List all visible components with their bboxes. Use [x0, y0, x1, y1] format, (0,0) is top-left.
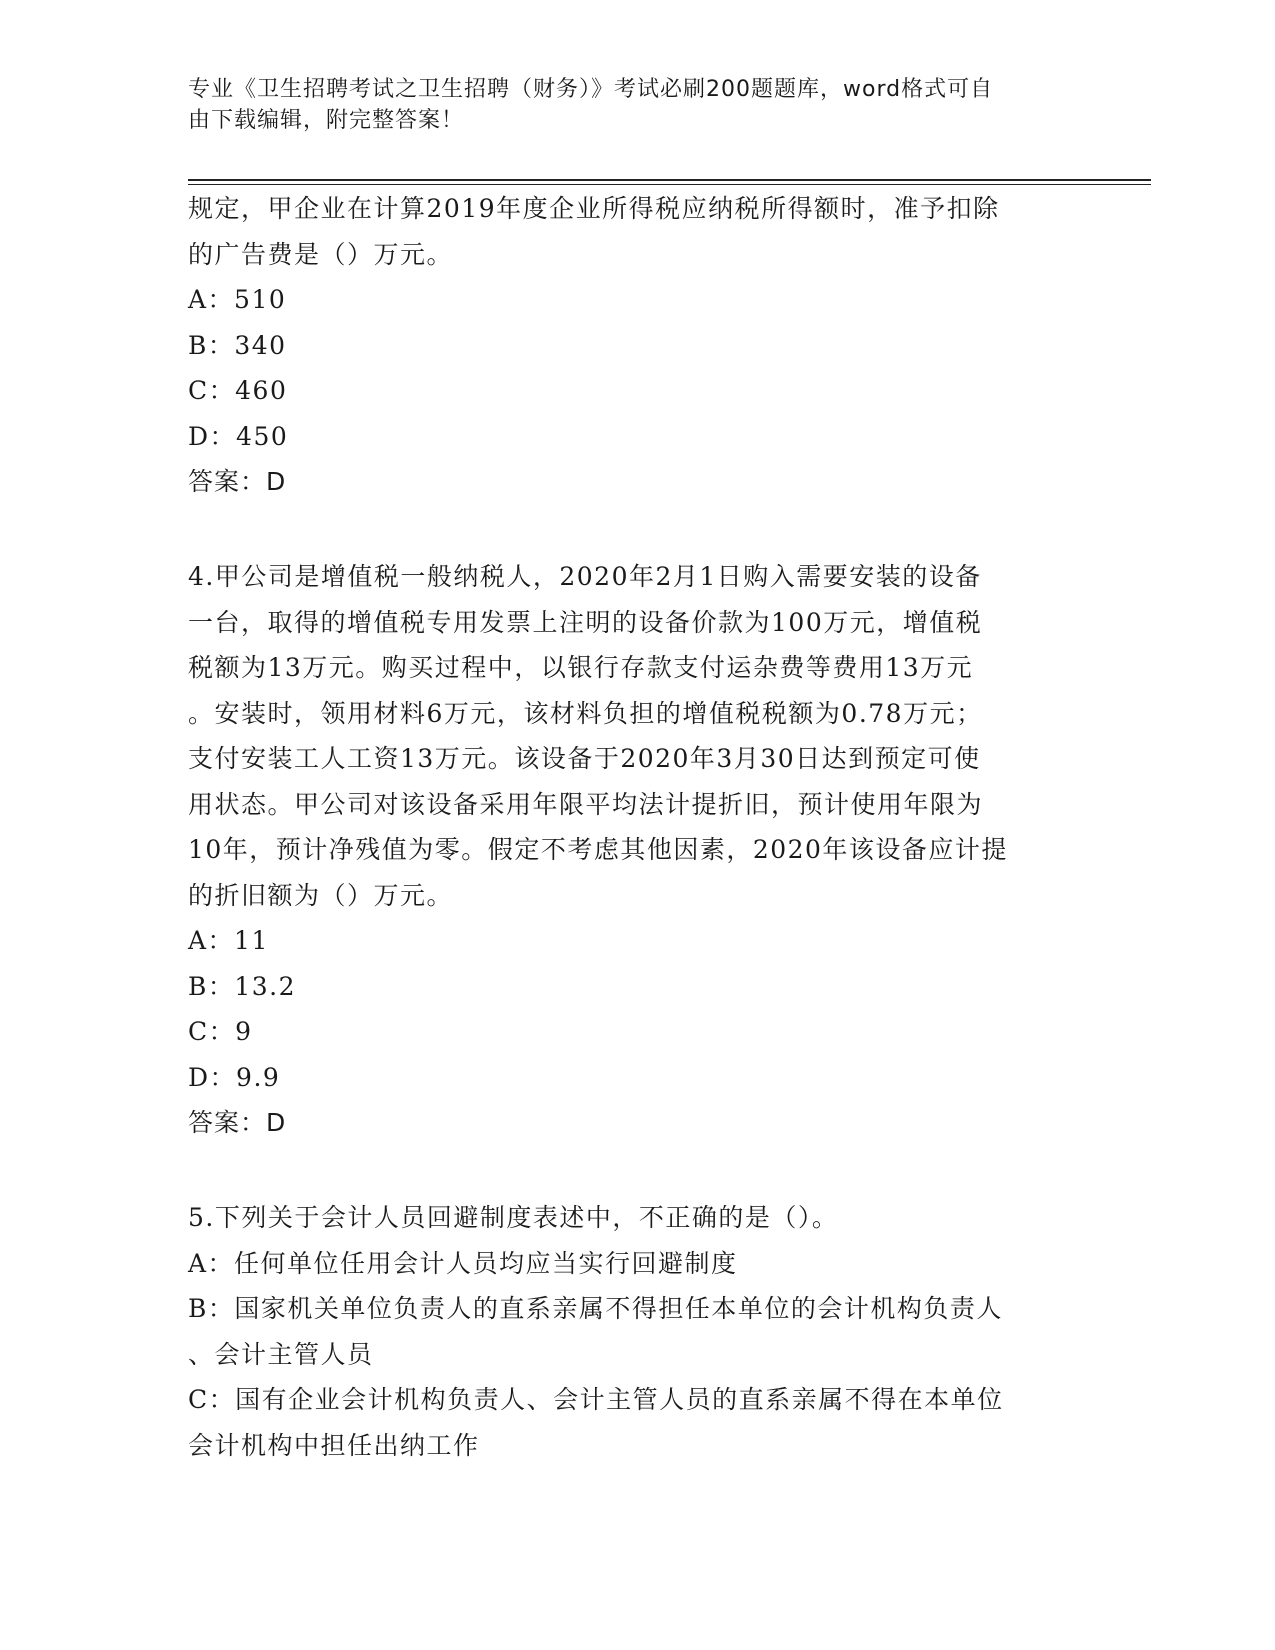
question-text: 规定，甲企业在计算2019年度企业所得税应纳税所得额时，准予扣除: [188, 194, 1000, 223]
option-d: D：9.9: [188, 1062, 281, 1092]
question-5: [188, 1195, 1088, 1468]
option-b: B：13.2: [188, 971, 297, 1001]
question-text: 的广告费是（）万元。: [188, 239, 454, 269]
header-line: 专业《卫生招聘考试之卫生招聘（财务）》考试必刷200题题库，word格式可自: [188, 77, 994, 102]
header-divider: [188, 179, 1151, 181]
question-text: 10年，预计净残值为零。假定不考虑其他因素，2020年该设备应计提: [188, 835, 1008, 864]
header-line: 由下载编辑，附完整答案！: [188, 108, 465, 133]
option-c: C：9: [188, 1017, 253, 1046]
option-c-continued: 会计机构中担任出纳工作: [188, 1430, 480, 1460]
question-text: 用状态。甲公司对该设备采用年限平均法计提折旧，预计使用年限为: [188, 789, 984, 819]
answer-text: 答案：D: [188, 467, 287, 496]
question-text: 一台，取得的增值税专用发票上注明的设备价款为100万元，增值税: [188, 607, 983, 637]
option-a: A：任何单位任用会计人员均应当实行回避制度: [188, 1248, 738, 1278]
question-text: 4.甲公司是增值税一般纳税人，2020年2月1日购入需要安装的设备: [188, 562, 982, 591]
question-text: 的折旧额为（）万元。: [188, 880, 454, 910]
question-3: [188, 186, 1088, 504]
question-content: [188, 186, 1088, 1468]
question-text: 5.下列关于会计人员回避制度表述中，不正确的是（）。: [188, 1203, 839, 1232]
document-header: [188, 74, 1068, 136]
header-divider-thin: [188, 184, 1151, 185]
option-b: B：340: [188, 330, 287, 360]
option-c: C：460: [188, 376, 288, 405]
option-d: D：450: [188, 421, 289, 451]
option-b: B：国家机关单位负责人的直系亲属不得担任本单位的会计机构负责人: [188, 1294, 1003, 1323]
question-text: 税额为13万元。购买过程中，以银行存款支付运杂费等费用13万元: [188, 653, 974, 682]
option-a: A：11: [188, 926, 269, 955]
question-4: [188, 554, 1088, 1145]
answer-text: 答案：D: [188, 1108, 287, 1137]
option-a: A：510: [188, 285, 287, 314]
question-text: 。安装时，领用材料6万元，该材料负担的增值税税额为0.78万元；: [188, 698, 983, 728]
option-b-continued: 、会计主管人员: [188, 1339, 374, 1369]
option-c: C：国有企业会计机构负责人、会计主管人员的直系亲属不得在本单位: [188, 1385, 1004, 1414]
question-text: 支付安装工人工资13万元。该设备于2020年3月30日达到预定可使: [188, 744, 981, 773]
